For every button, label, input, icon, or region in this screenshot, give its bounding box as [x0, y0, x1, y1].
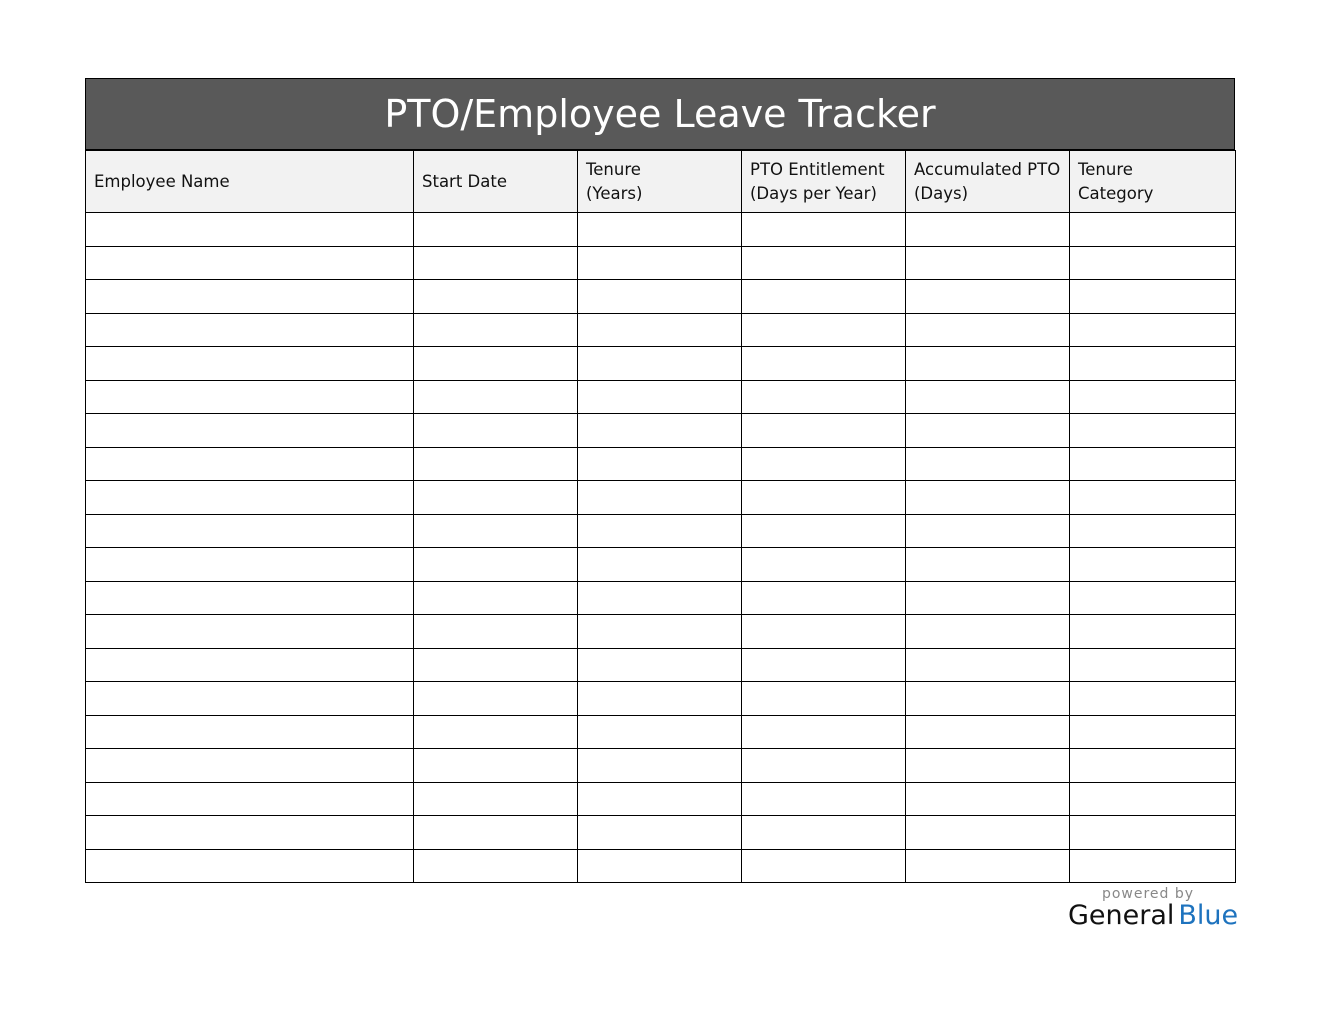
- cell-tenure-category[interactable]: [1070, 782, 1236, 816]
- cell-tenure-years[interactable]: [578, 213, 742, 247]
- cell-accumulated-pto[interactable]: [906, 682, 1070, 716]
- cell-tenure-years[interactable]: [578, 347, 742, 381]
- cell-pto-entitlement[interactable]: [742, 347, 906, 381]
- cell-tenure-category[interactable]: [1070, 849, 1236, 883]
- cell-start-date[interactable]: [414, 682, 578, 716]
- table-row: [86, 313, 1236, 347]
- cell-accumulated-pto[interactable]: [906, 715, 1070, 749]
- cell-employee-name[interactable]: [86, 782, 414, 816]
- cell-accumulated-pto[interactable]: [906, 782, 1070, 816]
- table-row: [86, 347, 1236, 381]
- cell-tenure-years[interactable]: [578, 548, 742, 582]
- table-row: [86, 749, 1236, 783]
- cell-tenure-category[interactable]: [1070, 514, 1236, 548]
- cell-tenure-category[interactable]: [1070, 481, 1236, 515]
- cell-tenure-category[interactable]: [1070, 313, 1236, 347]
- cell-tenure-category[interactable]: [1070, 414, 1236, 448]
- cell-start-date[interactable]: [414, 414, 578, 448]
- cell-employee-name[interactable]: [86, 313, 414, 347]
- cell-accumulated-pto[interactable]: [906, 514, 1070, 548]
- cell-start-date[interactable]: [414, 782, 578, 816]
- table-row: [86, 380, 1236, 414]
- cell-employee-name[interactable]: [86, 514, 414, 548]
- cell-pto-entitlement[interactable]: [742, 548, 906, 582]
- cell-employee-name[interactable]: [86, 380, 414, 414]
- cell-employee-name[interactable]: [86, 849, 414, 883]
- cell-employee-name[interactable]: [86, 213, 414, 247]
- cell-pto-entitlement[interactable]: [742, 514, 906, 548]
- cell-pto-entitlement[interactable]: [742, 816, 906, 850]
- cell-start-date[interactable]: [414, 481, 578, 515]
- cell-tenure-years[interactable]: [578, 615, 742, 649]
- cell-tenure-years[interactable]: [578, 313, 742, 347]
- cell-accumulated-pto[interactable]: [906, 347, 1070, 381]
- cell-start-date[interactable]: [414, 347, 578, 381]
- cell-tenure-category[interactable]: [1070, 749, 1236, 783]
- column-header-pto-entitlement: PTO Entitlement (Days per Year): [742, 151, 906, 213]
- cell-accumulated-pto[interactable]: [906, 548, 1070, 582]
- table-row: [86, 213, 1236, 247]
- cell-tenure-years[interactable]: [578, 514, 742, 548]
- column-header-start-date: Start Date: [414, 151, 578, 213]
- cell-tenure-years[interactable]: [578, 246, 742, 280]
- cell-tenure-category[interactable]: [1070, 615, 1236, 649]
- cell-tenure-years[interactable]: [578, 682, 742, 716]
- cell-employee-name[interactable]: [86, 481, 414, 515]
- cell-employee-name[interactable]: [86, 816, 414, 850]
- cell-tenure-category[interactable]: [1070, 447, 1236, 481]
- table-row: [86, 615, 1236, 649]
- cell-pto-entitlement[interactable]: [742, 615, 906, 649]
- cell-pto-entitlement[interactable]: [742, 481, 906, 515]
- table-row: [86, 481, 1236, 515]
- cell-accumulated-pto[interactable]: [906, 447, 1070, 481]
- cell-employee-name[interactable]: [86, 715, 414, 749]
- cell-pto-entitlement[interactable]: [742, 849, 906, 883]
- cell-accumulated-pto[interactable]: [906, 816, 1070, 850]
- cell-pto-entitlement[interactable]: [742, 246, 906, 280]
- cell-tenure-years[interactable]: [578, 749, 742, 783]
- cell-tenure-years[interactable]: [578, 280, 742, 314]
- page-title: PTO/Employee Leave Tracker: [85, 78, 1235, 150]
- table-row: [86, 849, 1236, 883]
- cell-tenure-years[interactable]: [578, 481, 742, 515]
- cell-tenure-category[interactable]: [1070, 246, 1236, 280]
- cell-pto-entitlement[interactable]: [742, 581, 906, 615]
- cell-tenure-years[interactable]: [578, 380, 742, 414]
- cell-employee-name[interactable]: [86, 280, 414, 314]
- cell-tenure-category[interactable]: [1070, 548, 1236, 582]
- cell-tenure-years[interactable]: [578, 414, 742, 448]
- cell-employee-name[interactable]: [86, 414, 414, 448]
- cell-pto-entitlement[interactable]: [742, 313, 906, 347]
- cell-start-date[interactable]: [414, 280, 578, 314]
- cell-accumulated-pto[interactable]: [906, 414, 1070, 448]
- column-header-tenure-years: Tenure (Years): [578, 151, 742, 213]
- cell-tenure-years[interactable]: [578, 782, 742, 816]
- cell-pto-entitlement[interactable]: [742, 749, 906, 783]
- cell-pto-entitlement[interactable]: [742, 682, 906, 716]
- cell-tenure-category[interactable]: [1070, 816, 1236, 850]
- powered-by-label: powered by: [1101, 886, 1195, 902]
- cell-tenure-years[interactable]: [578, 715, 742, 749]
- table-row: [86, 682, 1236, 716]
- cell-start-date[interactable]: [414, 246, 578, 280]
- cell-start-date[interactable]: [414, 213, 578, 247]
- cell-tenure-category[interactable]: [1070, 715, 1236, 749]
- cell-start-date[interactable]: [414, 447, 578, 481]
- cell-accumulated-pto[interactable]: [906, 615, 1070, 649]
- cell-pto-entitlement[interactable]: [742, 715, 906, 749]
- cell-tenure-years[interactable]: [578, 849, 742, 883]
- cell-employee-name[interactable]: [86, 648, 414, 682]
- cell-accumulated-pto[interactable]: [906, 581, 1070, 615]
- cell-accumulated-pto[interactable]: [906, 246, 1070, 280]
- cell-employee-name[interactable]: [86, 615, 414, 649]
- cell-start-date[interactable]: [414, 380, 578, 414]
- cell-employee-name[interactable]: [86, 581, 414, 615]
- cell-accumulated-pto[interactable]: [906, 749, 1070, 783]
- column-header-employee-name: Employee Name: [86, 151, 414, 213]
- cell-employee-name[interactable]: [86, 246, 414, 280]
- table-row: [86, 414, 1236, 448]
- column-header-tenure-category: Tenure Category: [1070, 151, 1236, 213]
- table-row: [86, 246, 1236, 280]
- cell-accumulated-pto[interactable]: [906, 313, 1070, 347]
- table-header-row: [86, 151, 1236, 213]
- cell-start-date[interactable]: [414, 548, 578, 582]
- cell-accumulated-pto[interactable]: [906, 213, 1070, 247]
- cell-start-date[interactable]: [414, 816, 578, 850]
- table-row: [86, 548, 1236, 582]
- cell-employee-name[interactable]: [86, 749, 414, 783]
- cell-start-date[interactable]: [414, 715, 578, 749]
- cell-pto-entitlement[interactable]: [742, 213, 906, 247]
- cell-tenure-category[interactable]: [1070, 380, 1236, 414]
- cell-tenure-category[interactable]: [1070, 280, 1236, 314]
- cell-tenure-years[interactable]: [578, 648, 742, 682]
- cell-accumulated-pto[interactable]: [906, 849, 1070, 883]
- table-row: [86, 581, 1236, 615]
- cell-tenure-years[interactable]: [578, 581, 742, 615]
- cell-employee-name[interactable]: [86, 447, 414, 481]
- cell-pto-entitlement[interactable]: [742, 380, 906, 414]
- cell-start-date[interactable]: [414, 514, 578, 548]
- cell-start-date[interactable]: [414, 313, 578, 347]
- cell-pto-entitlement[interactable]: [742, 648, 906, 682]
- brand-logo: General Blue: [1068, 900, 1239, 931]
- cell-tenure-years[interactable]: [578, 816, 742, 850]
- cell-tenure-category[interactable]: [1070, 581, 1236, 615]
- cell-start-date[interactable]: [414, 749, 578, 783]
- table-row: [86, 782, 1236, 816]
- table-row: [86, 715, 1236, 749]
- cell-accumulated-pto[interactable]: [906, 481, 1070, 515]
- cell-accumulated-pto[interactable]: [906, 280, 1070, 314]
- cell-start-date[interactable]: [414, 615, 578, 649]
- cell-tenure-category[interactable]: [1070, 648, 1236, 682]
- table-row: [86, 514, 1236, 548]
- cell-pto-entitlement[interactable]: [742, 414, 906, 448]
- cell-start-date[interactable]: [414, 581, 578, 615]
- leave-tracker-table: [85, 150, 1236, 883]
- cell-tenure-category[interactable]: [1070, 347, 1236, 381]
- cell-employee-name[interactable]: [86, 548, 414, 582]
- cell-employee-name[interactable]: [86, 682, 414, 716]
- table-row: [86, 816, 1236, 850]
- table-body: [86, 213, 1236, 883]
- cell-tenure-category[interactable]: [1070, 682, 1236, 716]
- cell-accumulated-pto[interactable]: [906, 380, 1070, 414]
- cell-pto-entitlement[interactable]: [742, 782, 906, 816]
- leave-tracker-sheet: [85, 78, 1235, 883]
- cell-pto-entitlement[interactable]: [742, 280, 906, 314]
- cell-start-date[interactable]: [414, 648, 578, 682]
- powered-by-footer: [1068, 886, 1239, 931]
- table-row: [86, 648, 1236, 682]
- cell-employee-name[interactable]: [86, 347, 414, 381]
- cell-accumulated-pto[interactable]: [906, 648, 1070, 682]
- cell-tenure-years[interactable]: [578, 447, 742, 481]
- table-row: [86, 447, 1236, 481]
- cell-start-date[interactable]: [414, 849, 578, 883]
- column-header-accumulated-pto: Accumulated PTO (Days): [906, 151, 1070, 213]
- cell-tenure-category[interactable]: [1070, 213, 1236, 247]
- cell-pto-entitlement[interactable]: [742, 447, 906, 481]
- table-row: [86, 280, 1236, 314]
